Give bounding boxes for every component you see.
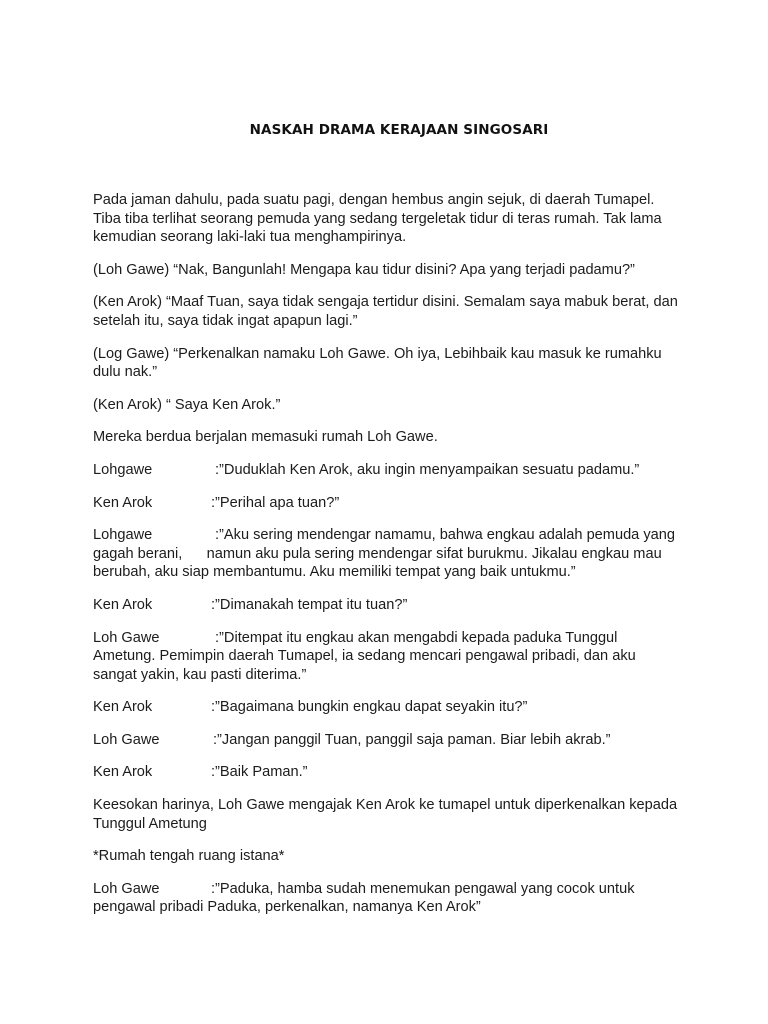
- dialogue-line: [93, 763, 683, 782]
- dialogue-text: :”Dimanakah tempat itu tuan?”: [211, 596, 408, 613]
- narration-paragraph: (Loh Gawe) “Nak, Bangunlah! Mengapa kau tidur disini? Apa yang terjadi padamu?”: [93, 261, 635, 278]
- speaker-name: Loh Gawe: [93, 629, 160, 646]
- document-body: [93, 191, 683, 931]
- speaker-name: Ken Arok: [93, 699, 153, 716]
- dialogue-text: :”Baik Paman.”: [211, 764, 308, 781]
- document-title: NASKAH DRAMA KERAJAAN SINGOSARI: [249, 122, 549, 138]
- dialogue-line: [93, 526, 683, 582]
- speaker-name: Loh Gawe: [93, 731, 160, 748]
- dialogue-line: [93, 698, 683, 717]
- narration-paragraph: (Ken Arok) “Maaf Tuan, saya tidak sengaja tertidur disini. Semalam saya mabuk berat, dan setelah itu, saya tidak ingat apapun lagi.”: [93, 294, 678, 329]
- speaker-name: Ken Arok: [93, 596, 153, 613]
- dialogue-line: [93, 880, 683, 917]
- narration-paragraph: (Log Gawe) “Perkenalkan namaku Loh Gawe. Oh iya, Lebihbaik kau masuk ke rumahku dulu nak.”: [93, 345, 662, 381]
- narration-paragraph: Keesokan harinya, Loh Gawe mengajak Ken Arok ke tumapel untuk diperkenalkan kepada Tunggul Ametung: [93, 797, 678, 832]
- dialogue-text: :”Jangan panggil Tuan, panggil saja paman. Biar lebih akrab.”: [213, 731, 611, 748]
- dialogue-text: :”Paduka, hamba sudah menemukan pengawal yang cocok untuk pengawal pribadi Paduka, perkenalkan, namanya Ken Arok”: [93, 880, 635, 916]
- narration-paragraph: Pada jaman dahulu, pada suatu pagi, dengan hembus angin sejuk, di daerah Tumapel. Tiba tiba terlihat seorang pemuda yang sedang tergeletak tidur di teras rumah. Tak lama kemudian seorang laki-laki tua menghampirinya.: [93, 192, 662, 246]
- dialogue-text: :”Ditempat itu engkau akan mengabdi kepada paduka Tunggul Ametung. Pemimpin daerah Tumapel, ia sedang mencari pengawal pribadi, dan aku sangat yakin, kau pasti diterima.”: [93, 629, 636, 683]
- dialogue-line: [93, 731, 683, 750]
- speaker-name: Lohgawe: [93, 527, 153, 544]
- speaker-name: Ken Arok: [93, 494, 153, 511]
- dialogue-text: :”Perihal apa tuan?”: [211, 494, 340, 511]
- speaker-name: Ken Arok: [93, 764, 153, 781]
- speaker-name: Loh Gawe: [93, 880, 160, 897]
- dialogue-text: :”Bagaimana bungkin engkau dapat seyakin itu?”: [211, 699, 528, 716]
- dialogue-text: :”Duduklah Ken Arok, aku ingin menyampaikan sesuatu padamu.”: [215, 461, 640, 478]
- dialogue-line: [93, 629, 683, 685]
- scene-direction: *Rumah tengah ruang istana*: [93, 848, 285, 865]
- dialogue-line: [93, 461, 683, 480]
- speaker-name: Lohgawe: [93, 461, 153, 478]
- dialogue-text: :”Aku sering mendengar namamu, bahwa engkau adalah pemuda yang gagah berani, namun aku pula sering mendengar sifat burukmu. Jikalau engkau mau berubah, aku siap membantumu. Aku memiliki tempat yang baik untukmu.”: [93, 527, 680, 581]
- dialogue-line: [93, 494, 683, 513]
- narration-paragraph: (Ken Arok) “ Saya Ken Arok.”: [93, 396, 281, 413]
- dialogue-line: [93, 596, 683, 615]
- narration-paragraph: Mereka berdua berjalan memasuki rumah Loh Gawe.: [93, 429, 438, 446]
